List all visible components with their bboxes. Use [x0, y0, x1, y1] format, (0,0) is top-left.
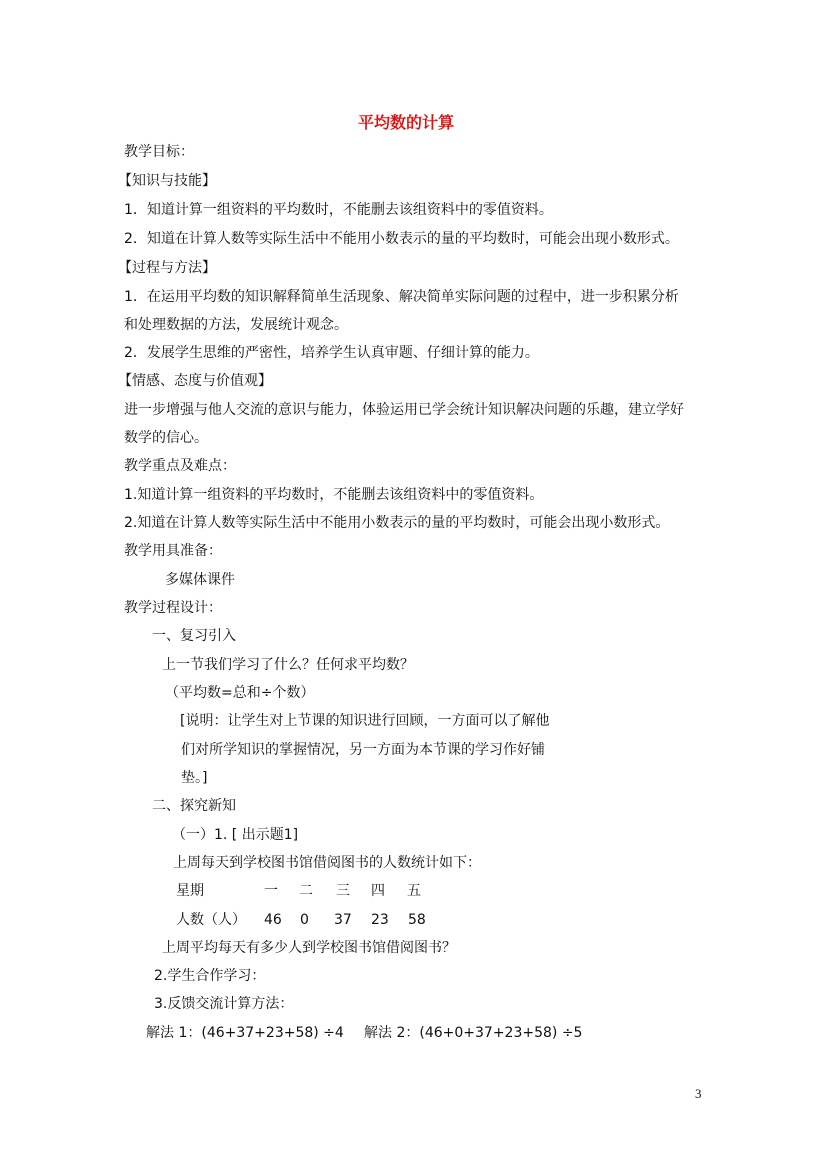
process-item-2: 2．发展学生思维的严密性，培养学生认真审题、仔细计算的能力。	[124, 345, 539, 361]
goals-heading: 教学目标：	[124, 144, 194, 160]
table-value: 37	[334, 912, 352, 928]
skills-item-1: 1．知道计算一组资料的平均数时，不能删去该组资料中的零值资料。	[124, 202, 553, 218]
process-item-1-line-2: 和处理数据的方法，发展统计观念。	[124, 317, 348, 333]
design-heading: 教学过程设计：	[124, 600, 222, 616]
method-2: 解法 2：(46+0+37+23+58) ÷5	[364, 1025, 583, 1041]
key-points-heading: 教学重点及难点：	[124, 458, 236, 474]
attitude-line-2: 数学的信心。	[124, 430, 208, 446]
table-value: 23	[371, 912, 389, 928]
step-2: 2.学生合作学习：	[154, 968, 266, 984]
step-3: 3.反馈交流计算方法：	[154, 996, 294, 1012]
key-point-2: 2.知道在计算人数等实际生活中不能用小数表示的量的平均数时，可能会出现小数形式。	[124, 515, 670, 531]
explore-item: （一）1. [ 出示题1]	[172, 827, 299, 843]
question: 上周平均每天有多少人到学校图书馆借阅图书？	[162, 940, 456, 956]
method-1: 解法 1：(46+37+23+58) ÷4	[146, 1025, 344, 1041]
attitude-line-1: 进一步增强与他人交流的意识与能力，体验运用已学会统计知识解决问题的乐趣，建立学好	[124, 402, 684, 418]
skills-heading: 【知识与技能】	[118, 173, 216, 189]
explore-heading: 二、探究新知	[152, 798, 236, 814]
note-line-1: [说明：让学生对上节课的知识进行回顾，一方面可以了解他	[180, 713, 550, 729]
key-point-1: 1.知道计算一组资料的平均数时，不能删去该组资料中的零值资料。	[124, 487, 544, 503]
skills-item-2: 2．知道在计算人数等实际生活中不能用小数表示的量的平均数时，可能会出现小数形式。	[124, 231, 679, 247]
review-formula: （平均数=总和÷个数）	[165, 685, 315, 701]
tools-heading: 教学用具准备：	[124, 543, 222, 559]
note-line-2: 们对所学知识的掌握情况，另一方面为本节课的学习作好铺	[181, 742, 545, 758]
note-line-3: 垫。]	[181, 770, 208, 786]
table-value: 0	[300, 912, 309, 928]
table-value: 46	[264, 912, 282, 928]
table-header-label: 星期	[176, 883, 204, 899]
review-question: 上一节我们学习了什么？任何求平均数？	[162, 657, 414, 673]
explore-description: 上周每天到学校图书馆借阅图书的人数统计如下：	[173, 855, 481, 871]
review-heading: 一、复习引入	[152, 628, 236, 644]
table-day: 四	[371, 883, 385, 899]
table-day: 二	[299, 883, 313, 899]
table-day: 三	[336, 883, 350, 899]
page-number: 3	[695, 1086, 702, 1101]
table-day: 五	[407, 883, 421, 899]
process-heading: 【过程与方法】	[118, 260, 216, 276]
tools-item: 多媒体课件	[165, 572, 235, 588]
table-value: 58	[408, 912, 426, 928]
attitude-heading: 【情感、态度与价值观】	[118, 373, 272, 389]
table-row-label: 人数（人）	[176, 912, 246, 928]
page-title: 平均数的计算	[358, 113, 455, 132]
table-day: 一	[264, 883, 278, 899]
process-item-1-line-1: 1．在运用平均数的知识解释简单生活现象、解决简单实际问题的过程中，进一步积累分析	[124, 289, 679, 305]
